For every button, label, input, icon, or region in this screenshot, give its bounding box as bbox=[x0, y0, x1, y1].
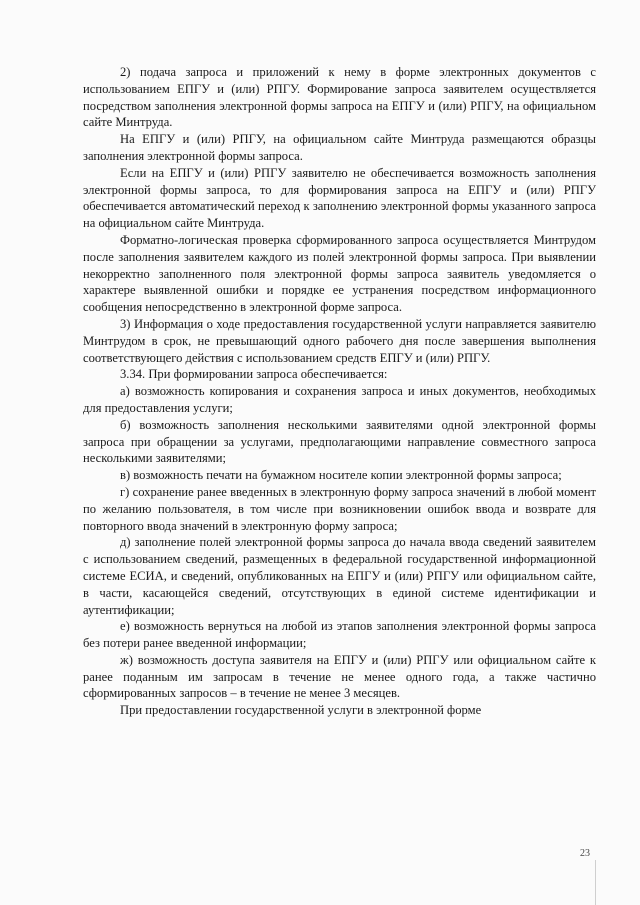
paragraph-10: г) сохранение ранее введенных в электронную форму запроса значений в любой момент по желанию пользователя, в том числе при возникновении ошибок ввода и возврате для повторного ввода значений в электронную форму запроса; bbox=[83, 484, 596, 533]
scan-edge-line bbox=[595, 860, 596, 905]
paragraph-13: ж) возможность доступа заявителя на ЕПГУ и (или) РПГУ или официальном сайте к ранее поданным им запросам в течение не менее одного года, а также частично сформированных запросов – в течение не менее 3 месяцев. bbox=[83, 652, 596, 701]
paragraph-9: в) возможность печати на бумажном носителе копии электронной формы запроса; bbox=[120, 468, 562, 483]
paragraph-2: На ЕПГУ и (или) РПГУ, на официальном сайте Минтруда размещаются образцы заполнения электронной формы запроса. bbox=[83, 132, 596, 163]
page-number: 23 bbox=[580, 848, 590, 859]
paragraph-8: б) возможность заполнения несколькими заявителями одной электронной формы запроса при обращении за услугами, предполагающими направление совместного запроса несколькими заявителями; bbox=[83, 417, 596, 466]
paragraph-14: При предоставлении государственной услуги в электронной форме bbox=[120, 703, 482, 718]
paragraph-12: е) возможность вернуться на любой из этапов заполнения электронной формы запроса без потери ранее введенной информации; bbox=[83, 619, 596, 651]
paragraph-7: а) возможность копирования и сохранения запроса и иных документов, необходимых для предоставления услуги; bbox=[83, 384, 596, 415]
paragraph-4: Форматно-логическая проверка сформированного запроса осуществляется Минтрудом после заполнения заявителем каждого из полей электронной формы запроса. При выявлении некорректно заполненного поля электронной формы запроса заявитель уведомляется о характере выявленной ошибки и порядке ее устранения посредством информационного сообщения непосредственно в электронной форме запроса. bbox=[83, 232, 596, 315]
document-body bbox=[83, 64, 596, 719]
paragraph-3: Если на ЕПГУ и (или) РПГУ заявителю не обеспечивается возможность заполнения электронной формы запроса, то для формирования запроса на ЕПГУ и (или) РПГУ обеспечивается автоматический переход к заполнению электронной формы указанного запроса на официальном сайте Минтруда. bbox=[83, 165, 596, 231]
paragraph-5: 3) Информация о ходе предоставления государственной услуги направляется заявителю Минтрудом в срок, не превышающий одного рабочего дня после завершения выполнения соответствующего действия с использованием средств ЕПГУ и (или) РПГУ. bbox=[83, 316, 596, 365]
paragraph-1: 2) подача запроса и приложений к нему в форме электронных документов с использованием ЕПГУ и (или) РПГУ. Формирование запроса заявителем осуществляется посредством заполнения электронной формы запроса на ЕПГУ и (или) РПГУ, на официальном сайте Минтруда. bbox=[83, 65, 596, 130]
paragraph-11: д) заполнение полей электронной формы запроса до начала ввода сведений заявителем с использованием сведений, размещенных в федеральной государственной информационной системе ЕСИА, и сведений, опубликованных на ЕПГУ и (или) РПГУ или официальном сайте, в части, касающейся сведений, отсутствующих в единой системе идентификации и аутентификации; bbox=[83, 535, 596, 617]
paragraph-6: 3.34. При формировании запроса обеспечивается: bbox=[120, 367, 388, 382]
